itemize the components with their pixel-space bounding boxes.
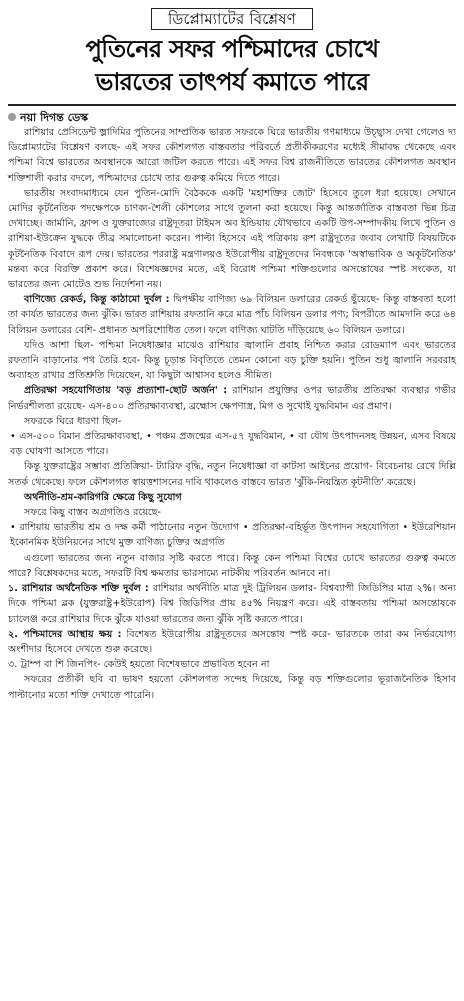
kicker-label: ডিপ্লোম্যাটের বিশ্লেষণ xyxy=(151,8,313,30)
article-paragraph xyxy=(8,125,456,186)
paragraph-text: দ্বিপক্ষীয় বাণিজ্য ৬৯ বিলিয়ন ডলারের রেকর্ড ছুঁয়েছে- কিন্তু বাস্তবতা হলো তা কার্যত ভারতের জন্য ঝুঁকি। ভারত রাশিয়ায় রফতানি করে মাত্র পাঁচ বিলিয়ন ডলার পণ্য; বিপরীতে আমদানি করে ৬৪ বিলিয়ন ডলারের বেশি- প্রধানত অপরিশোধিত তেল। ফলে বাণিজ্য ঘাটতি দাঁড়িয়েছে ৬০ বিলিয়ন ডলারে। xyxy=(8,294,456,336)
article-paragraph xyxy=(8,429,456,459)
article-paragraph xyxy=(8,186,456,292)
byline xyxy=(8,110,456,125)
article-paragraph xyxy=(8,627,456,657)
article-paragraph xyxy=(8,672,456,702)
article-paragraph xyxy=(8,383,456,413)
article-paragraph xyxy=(8,338,456,384)
paragraph-text: রাশিয়ান প্রযুক্তির ওপর ভারতীয় প্রতিরক্ষা ব্যবস্থার গভীর নির্ভরশীলতা রয়েছে- এস-৪০০ প্রতিরক্ষাব্যবস্থা, ব্রহ্মোস ক্ষেপণাস্ত্র, মিগ ও সুখোই যুদ্ধবিমান এর প্রমাণ। xyxy=(8,385,456,412)
headline-divider xyxy=(8,104,456,106)
section-heading: ২. পশ্চিমাদের আস্থায় ক্ষয় : xyxy=(8,628,122,640)
paragraph-text: সফরকে ঘিরে ধারণা ছিল- xyxy=(24,415,122,427)
article-paragraph xyxy=(8,581,456,627)
article-body xyxy=(8,125,456,703)
section-heading: বাণিজ্যে রেকর্ড, কিন্তু কাঠামো দুর্বল : xyxy=(24,294,170,306)
byline-text: নয়া দিগন্ত ডেস্ক xyxy=(20,111,89,124)
paragraph-text: যদিও আশা ছিল- পশ্চিমা নিষেধাজ্ঞার মাঝেও রাশিয়ার জ্বালানি প্রবাহ নিশ্চিত করার রোডম্যাপ এবং ভারতের রফতানি বাড়ানোর পথ তৈরি হবে- কিন্তু চূড়ান্ত বিবৃতিতে তেমন কোনো বড় চুক্তি হয়নি। পুতিন শুধু জ্বালানি সরবরাহ অব্যাহত রাখার প্রতিশ্রুতি দিয়েছেন, যা কিছুটা আশ্বাসব হলেও সীমিত। xyxy=(8,339,456,382)
section-heading: প্রতিরক্ষা সহযোগিতায় 'বড় প্রত্যাশা-ছোট অর্জন' : xyxy=(24,385,228,397)
article-paragraph xyxy=(8,490,456,505)
article-paragraph xyxy=(8,657,456,672)
headline xyxy=(8,33,456,99)
article-paragraph xyxy=(8,292,456,338)
paragraph-text: রাশিয়ার প্রেসিডেন্ট ভ্লাদিমির পুতিনের সাম্প্রতিক ভারত সফরকে ঘিরে ভারতীয় গণমাধ্যমে উচ্ছ্বাস দেখা গেলেও দ্য ডিপ্লোম্যাটের বিশ্লেষণ বলছে- এই সফর কৌশলগত বাস্তবতার পরিবর্তে প্রতীকীকরণের মধ্যেই সীমাবদ্ধ থেকেছে এবং পশ্চিমা বিশ্বে ভারতের অবস্থানকে আরো জটিল করতে পারে। এই সফর বিশ্ব রাজনীতিতে ভারতের কৌশলগত অবস্থান শক্তিশালী করার বদলে, পশ্চিমাদের চোখে তার গুরুত্ব কমিয়ে দিতে পারে। xyxy=(8,127,456,184)
article-paragraph xyxy=(8,459,456,489)
article-paragraph xyxy=(8,505,456,520)
paragraph-text: বিশেষত ইউরোপীয় রাষ্ট্রদূতদের অসন্তোষ স্পষ্ট করে- ভারতকে তারা কম নির্ভরযোগ্য অংশীদার হিসেবে দেখতে শুরু করেছে। xyxy=(8,628,456,655)
paragraph-text: এগুলো ভারতের জন্য নতুন বাজার সৃষ্টি করতে পারে। কিন্তু কেন পশ্চিমা বিশ্বের চোখে ভারতের গুরুত্ব কমতে পারে? বিশ্লেষকদের মতে, সফরটি বিশ্ব ক্ষমতার ভারসাম্যে নাটকীয় পরিবর্তন আনবে না। xyxy=(8,552,456,579)
paragraph-text: ভারতীয় সংবাদমাধ্যমে যেন পুতিন-মোদি বৈঠককে একটি 'মহাশক্তির জোট' হিসেবে তুলে ধরা হয়েছে। সেখানে মোদির কূটনৈতিক পদক্ষেপকে চাণক্য-শৈলী কৌশলের সাথে তুলনা করা হয়েছে। কিন্তু আন্তর্জাতিক বাস্তবতা ভিন্ন চিত্র দেখাচ্ছে। জার্মানি, ফ্রান্স ও যুক্তরাজ্যের রাষ্ট্রদূতরা টাইমস অব ইন্ডিয়ায় যৌথভাবে একটি উপ-সম্পাদকীয় লিখে পুতিন ও রাশিয়া-ইউক্রেন যুদ্ধকে তীব্র সমালোচনা করেন। পাল্টা হিসেবে এই পত্রিকায় রুশ রাষ্ট্রদূতের জবাব লেখাটি বিষয়টিকে কূটনৈতিক বিবাদে রূপ দেয়। ভারতের পররাষ্ট্র মন্ত্রণালয়ও ইউরোপীয় রাষ্ট্রদূতদের নিবন্ধকে 'অস্বাভাবিক ও অকূটনৈতিক' মন্তব্য করে বিরক্তি প্রকাশ করে। বিশেষজ্ঞদের মতে, এই বিরোধ পশ্চিমা শক্তিগুলোর অসন্তোষের স্পষ্ট সংকেত, যা ভারতের জন্য মোটেও শুভ নির্দেশনা নয়। xyxy=(8,187,456,291)
section-heading: ১. রাশিয়ার অর্থনৈতিক শক্তি দুর্বল : xyxy=(8,583,149,595)
article-paragraph xyxy=(8,551,456,581)
paragraph-text: সফরের প্রতীকী ছবি বা ভাষণ হয়তো কৌশলগত সন্দেহ দিয়েছে, কিন্তু বড় শক্তিগুলোর ভূরাজনৈতিক হিসাব পাল্টানোর মতো শক্তি দেখাতে পারেনি। xyxy=(8,674,456,701)
paragraph-text: • রাশিয়ায় ভারতীয় শ্রম ও দক্ষ কর্মী পাঠানোর নতুন উদ্যোগ • প্রতিরক্ষা-বহির্ভূত উৎপাদন সহযোগিতা • ইউরেশিয়ান ইকোনমিক ইউনিয়নের সাথে মুক্ত বাণিজ্য চুক্তির অগ্রগতি xyxy=(10,522,456,549)
article-paragraph xyxy=(8,520,456,550)
section-heading: অর্থনীতি-শ্রম-কারিগরি ক্ষেত্রে কিছু সুযোগ xyxy=(24,491,182,503)
byline-bullet-icon xyxy=(8,113,16,121)
headline-line-2: ভারতের তাৎপর্য কমাতে পারে xyxy=(95,68,369,96)
paragraph-text: সফরে কিছু বাস্তব অগ্রগতিও রয়েছে- xyxy=(24,507,162,519)
paragraph-text: • এস-৫০০ বিমান প্রতিরক্ষাব্যবস্থা, • পঞ্চম প্রজন্মের এস-৫৭ যুদ্ধবিমান, • বা যৌথ উৎপাদনসহ উন্নয়ন, এসব বিষয়ে বড় ঘোষণা আসতে পারে। xyxy=(10,431,456,458)
paragraph-text: ৩. ট্রাম্প বা শি জিনপিং- কেউই হয়তো বিশেষভাবে প্রভাবিত হবেন না xyxy=(8,659,270,671)
kicker-wrap xyxy=(8,8,456,30)
headline-line-1: পুতিনের সফর পশ্চিমাদের চোখে xyxy=(85,35,379,63)
paragraph-text: কিন্তু যুক্তরাষ্ট্রের সম্ভাব্য প্রতিক্রিয়া- ট্যারিফ বৃদ্ধি, নতুন নিষেধাজ্ঞা বা কাটসা আইনের প্রয়োগ- বিবেচনায় রেখে দিল্লি সতর্ক থেকেছে। ফলে কৌশলগত স্বায়ত্তশাসনের দাবি থাকলেও বাস্তবে ভারত 'ঝুঁকি-নিয়ন্ত্রিত কূটনীতি' করেছে। xyxy=(8,461,456,488)
article-paragraph xyxy=(8,414,456,429)
paragraph-text: রাশিয়ার অর্থনীতি মাত্র দুই ট্রিলিয়ন ডলার- বিশ্বব্যাপী জিডিপির মাত্র ২%। অন্য দিকে পশ্চিমা ব্লক (যুক্তরাষ্ট্র+ইউরোপ) বিশ্ব জিডিপির প্রায় ৪৫% নিয়ন্ত্রণ করে। এই বাস্তবতায় পশ্চিমা অসন্তোষকে চ্যালেঞ্জ করে রাশিয়ার দিকে ঝুঁকে যাওয়া ভারতের জন্য ঝুঁকি সৃষ্টি করতে পারে। xyxy=(8,583,456,625)
